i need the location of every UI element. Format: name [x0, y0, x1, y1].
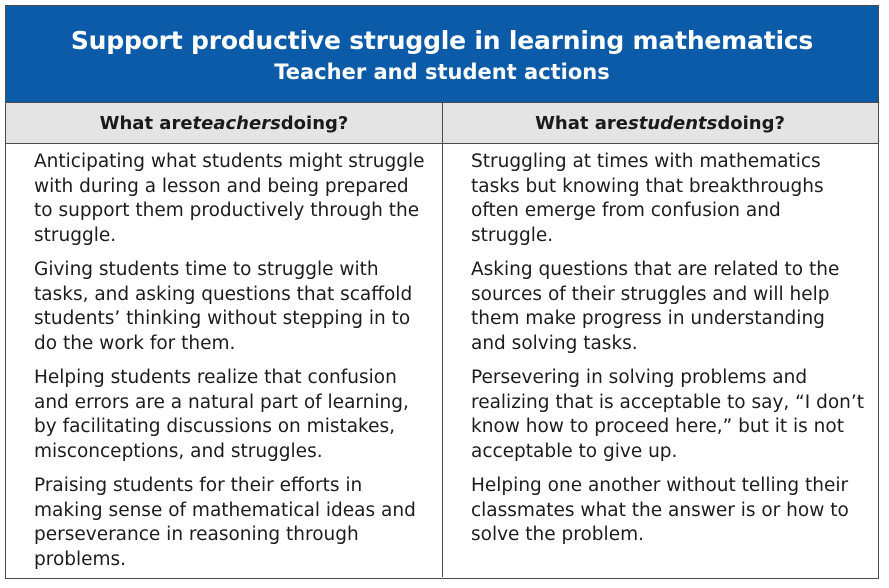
header-emphasis: teachers [192, 112, 281, 134]
table-title: Support productive struggle in learning mathematics [70, 26, 814, 55]
list-item: Praising students for their efforts in making sense of mathematical ideas and perseverance in reasoning through problems. [34, 475, 416, 570]
table-subtitle: Teacher and student actions [274, 60, 610, 84]
list-item: Anticipating what students might struggle with during a lesson and being prepared to support them productively through the struggle. [34, 151, 425, 246]
list-item: Asking questions that are related to the sources of their struggles and will help them make progress in understanding and solving tasks. [471, 259, 840, 354]
list-item: Struggling at times with mathematics tasks but knowing that breakthroughs often emerge from confusion and struggle. [471, 151, 824, 246]
list-item: Helping students realize that confusion and errors are a natural part of learning, by facilitating discussions on mistakes, misconceptions, and struggles. [34, 367, 409, 462]
actions-table [5, 5, 879, 579]
teachers-column [6, 144, 443, 577]
table-body-row [6, 144, 878, 577]
column-header-row [6, 102, 878, 144]
students-column-header [443, 103, 877, 143]
header-suffix: doing? [280, 112, 349, 134]
list-item: Persevering in solving problems and realizing that is acceptable to say, “I don’t know how to proceed here,” but it is not acceptable to give up. [471, 367, 865, 462]
list-item: Helping one another without telling their classmates what the answer is or how to solve the problem. [471, 475, 849, 545]
table-banner [6, 6, 878, 102]
list-item: Giving students time to struggle with tasks, and asking questions that scaffold students’ thinking without stepping in to do the work for them. [34, 259, 413, 354]
header-suffix: doing? [717, 112, 785, 134]
header-emphasis: students [628, 112, 718, 134]
students-column [443, 144, 877, 577]
header-prefix: What are [535, 112, 628, 134]
teachers-column-header [6, 103, 443, 143]
header-prefix: What are [99, 112, 193, 134]
